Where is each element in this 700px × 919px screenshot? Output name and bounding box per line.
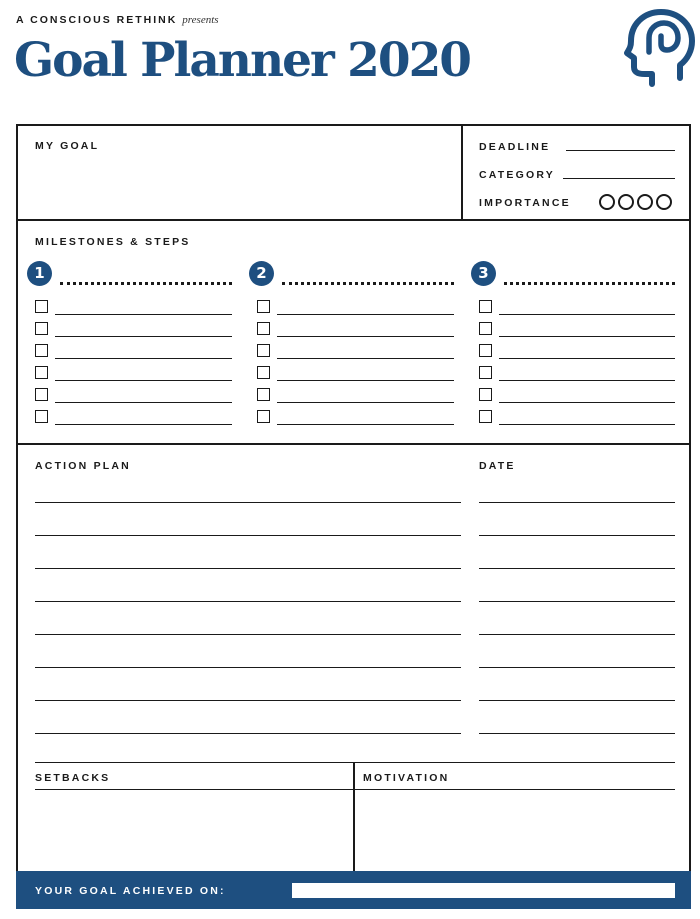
importance-circle-4[interactable] [656, 194, 672, 210]
action-line[interactable] [35, 568, 461, 569]
step-field[interactable] [499, 380, 675, 381]
importance-circle-1[interactable] [599, 194, 615, 210]
importance-circle-3[interactable] [637, 194, 653, 210]
milestones-label: MILESTONES & STEPS [35, 236, 191, 248]
step-field[interactable] [55, 314, 232, 315]
step-field[interactable] [499, 314, 675, 315]
action-line[interactable] [35, 502, 461, 503]
milestone-number-2: 2 [249, 261, 274, 286]
step-field[interactable] [55, 424, 232, 425]
setbacks-label: SETBACKS [35, 772, 111, 784]
milestone-title-field-3[interactable] [504, 282, 675, 285]
step-field[interactable] [55, 336, 232, 337]
motivation-field[interactable] [360, 795, 675, 867]
date-line[interactable] [479, 502, 675, 503]
presents-text: presents [182, 14, 219, 26]
action-line[interactable] [35, 601, 461, 602]
deadline-label: DEADLINE [479, 141, 551, 153]
step-checkbox[interactable] [35, 344, 48, 357]
deadline-field[interactable] [566, 150, 675, 151]
step-checkbox[interactable] [479, 410, 492, 423]
step-field[interactable] [55, 380, 232, 381]
step-field[interactable] [499, 336, 675, 337]
milestone-title-field-1[interactable] [60, 282, 232, 285]
step-field[interactable] [499, 424, 675, 425]
goal-divider [461, 124, 463, 221]
step-checkbox[interactable] [257, 388, 270, 401]
brand-line [16, 10, 219, 28]
action-line[interactable] [35, 634, 461, 635]
setbacks-field[interactable] [35, 795, 347, 867]
milestone-number-3: 3 [471, 261, 496, 286]
goal-achieved-label: YOUR GOAL ACHIEVED ON: [35, 885, 226, 897]
importance-label: IMPORTANCE [479, 197, 571, 209]
step-checkbox[interactable] [35, 388, 48, 401]
step-checkbox[interactable] [257, 366, 270, 379]
milestone-number-1: 1 [27, 261, 52, 286]
my-goal-field[interactable] [20, 160, 456, 215]
motivation-label: MOTIVATION [363, 772, 450, 784]
goal-bottom-rule [16, 219, 691, 221]
date-line[interactable] [479, 667, 675, 668]
category-field[interactable] [563, 178, 675, 179]
category-label: CATEGORY [479, 169, 555, 181]
action-line[interactable] [35, 667, 461, 668]
date-line[interactable] [479, 601, 675, 602]
action-line[interactable] [35, 733, 461, 734]
setbacks-top-rule [35, 762, 675, 763]
step-field[interactable] [55, 402, 232, 403]
step-field[interactable] [277, 380, 454, 381]
milestone-title-field-2[interactable] [282, 282, 454, 285]
step-checkbox[interactable] [479, 300, 492, 313]
action-line[interactable] [35, 700, 461, 701]
step-checkbox[interactable] [257, 322, 270, 335]
step-checkbox[interactable] [479, 322, 492, 335]
setbacks-divider [353, 763, 355, 871]
page-title: Goal Planner 2020 [14, 33, 470, 88]
brand-name: A CONSCIOUS RETHINK [16, 14, 178, 26]
head-silhouette-icon [622, 8, 696, 88]
date-line[interactable] [479, 700, 675, 701]
date-line[interactable] [479, 733, 675, 734]
goal-achieved-field[interactable] [292, 883, 675, 898]
step-checkbox[interactable] [35, 410, 48, 423]
step-checkbox[interactable] [479, 388, 492, 401]
step-field[interactable] [277, 314, 454, 315]
importance-circle-2[interactable] [618, 194, 634, 210]
action-plan-label: ACTION PLAN [35, 460, 131, 472]
step-checkbox[interactable] [35, 322, 48, 335]
step-field[interactable] [499, 358, 675, 359]
step-field[interactable] [277, 424, 454, 425]
step-checkbox[interactable] [257, 410, 270, 423]
step-field[interactable] [499, 402, 675, 403]
step-checkbox[interactable] [257, 344, 270, 357]
step-field[interactable] [277, 358, 454, 359]
step-field[interactable] [55, 358, 232, 359]
date-line[interactable] [479, 634, 675, 635]
date-line[interactable] [479, 568, 675, 569]
date-line[interactable] [479, 535, 675, 536]
milestones-bottom-rule [16, 443, 691, 445]
step-checkbox[interactable] [35, 366, 48, 379]
step-checkbox[interactable] [479, 344, 492, 357]
action-line[interactable] [35, 535, 461, 536]
step-checkbox[interactable] [257, 300, 270, 313]
step-checkbox[interactable] [479, 366, 492, 379]
date-label: DATE [479, 460, 516, 472]
step-checkbox[interactable] [35, 300, 48, 313]
step-field[interactable] [277, 402, 454, 403]
setbacks-header-rule [35, 789, 675, 790]
my-goal-label: MY GOAL [35, 140, 100, 152]
step-field[interactable] [277, 336, 454, 337]
